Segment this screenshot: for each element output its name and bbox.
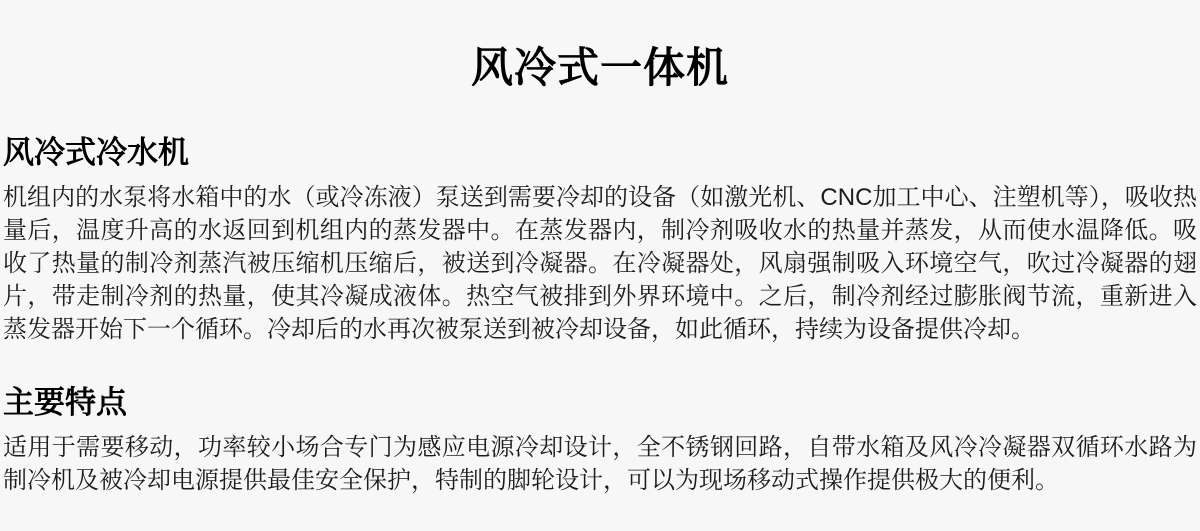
section-chiller-description: [3, 92, 1197, 346]
section-heading-air-cooled-chiller: 风冷式冷水机: [3, 135, 189, 170]
section-body-main-features: 适用于需要移动，功率较小场合专门为感应电源冷却设计，全不锈钢回路，自带水箱及风冷冷凝器双循环水路为制冷机及被冷却电源提供最佳安全保护，特制的脚轮设计，可以为现场移动式操作提供极大的便利。: [3, 434, 1197, 494]
section-main-features: [3, 346, 1197, 497]
section-heading-main-features: 主要特点: [3, 385, 127, 420]
page-title: 风冷式一体机: [470, 44, 729, 91]
section-body-air-cooled-chiller: 机组内的水泵将水箱中的水（或冷冻液）泵送到需要冷却的设备（如激光机、CNC加工中心、注塑机等），吸收热量后，温度升高的水返回到机组内的蒸发器中。在蒸发器内，制冷剂吸收水的热量并蒸发，从而使水温降低。吸收了热量的制冷剂蒸汽被压缩机压缩后，被送到冷凝器。在冷凝器处，风扇强制吸入环境空气，吹过冷凝器的翅片，带走制冷剂的热量，使其冷凝成液体。热空气被排到外界环境中。之后，制冷剂经过膨胀阀节流，重新进入蒸发器开始下一个循环。冷却后的水再次被泵送到被冷却设备，如此循环，持续为设备提供冷却。: [3, 184, 1197, 343]
